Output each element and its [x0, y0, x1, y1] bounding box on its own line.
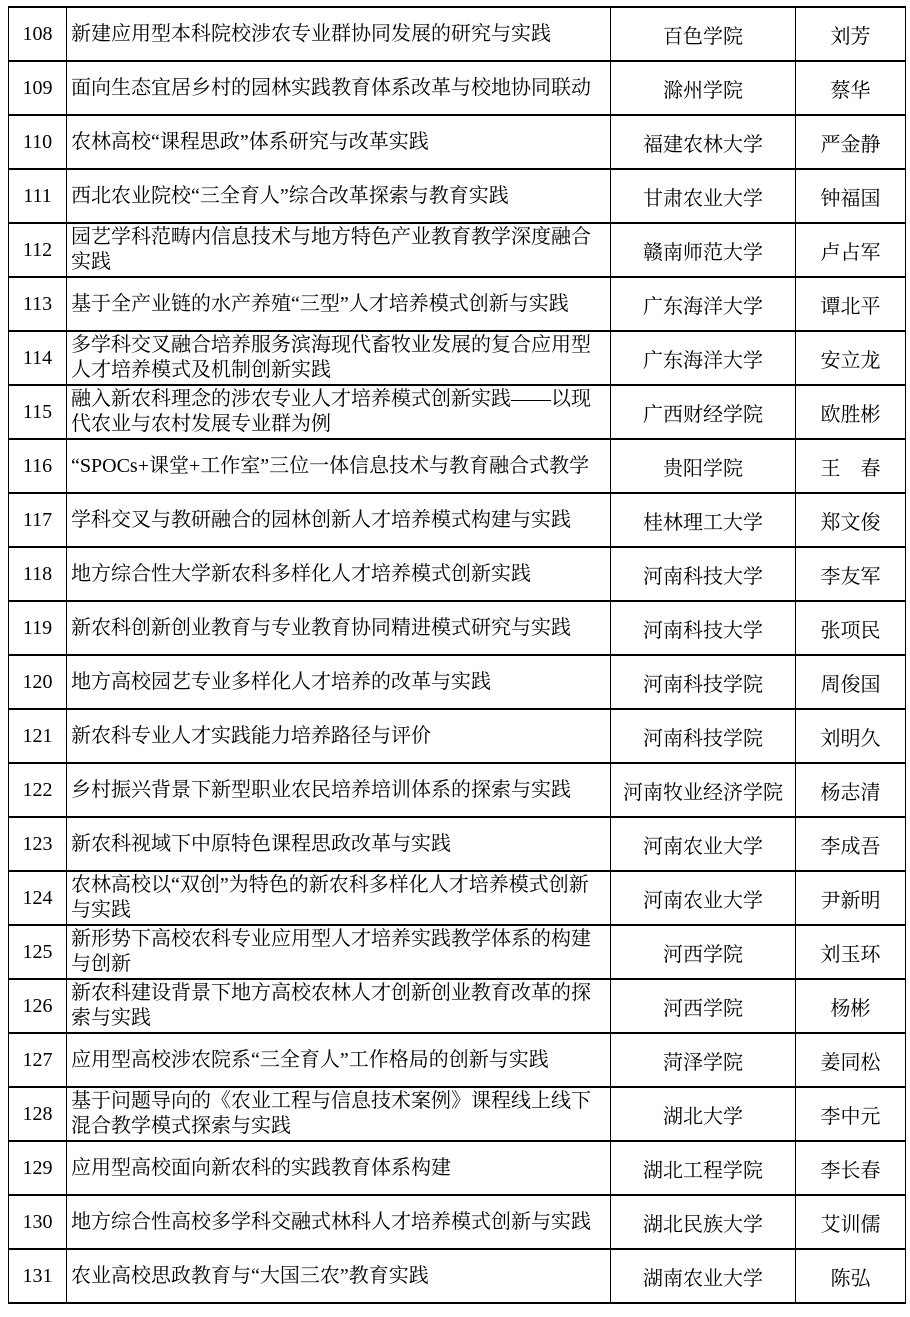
project-title: 农业高校思政教育与“大国三农”教育实践 [67, 1249, 611, 1303]
leader-name: 谭北平 [796, 277, 906, 331]
table-row [9, 115, 906, 169]
project-title: 基于全产业链的水产养殖“三型”人才培养模式创新与实践 [67, 277, 611, 331]
institution-name: 甘肃农业大学 [611, 169, 796, 223]
row-number: 118 [9, 547, 67, 601]
row-number: 121 [9, 709, 67, 763]
project-title: 农林高校“课程思政”体系研究与改革实践 [67, 115, 611, 169]
projects-table-body [9, 7, 906, 1303]
table-row [9, 1195, 906, 1249]
row-number: 120 [9, 655, 67, 709]
institution-name: 滁州学院 [611, 61, 796, 115]
institution-name: 赣南师范大学 [611, 223, 796, 277]
table-row [9, 277, 906, 331]
project-title: 应用型高校面向新农科的实践教育体系构建 [67, 1141, 611, 1195]
table-row [9, 925, 906, 979]
table-row [9, 871, 906, 925]
leader-name: 姜同松 [796, 1033, 906, 1087]
leader-name: 安立龙 [796, 331, 906, 385]
row-number: 109 [9, 61, 67, 115]
row-number: 125 [9, 925, 67, 979]
project-title: 地方高校园艺专业多样化人才培养的改革与实践 [67, 655, 611, 709]
table-row [9, 1249, 906, 1303]
table-row [9, 61, 906, 115]
institution-name: 河南农业大学 [611, 871, 796, 925]
row-number: 128 [9, 1087, 67, 1141]
leader-name: 欧胜彬 [796, 385, 906, 439]
leader-name: 陈弘 [796, 1249, 906, 1303]
project-title: 新建应用型本科院校涉农专业群协同发展的研究与实践 [67, 7, 611, 61]
row-number: 116 [9, 439, 67, 493]
projects-table-container [8, 6, 906, 1304]
institution-name: 桂林理工大学 [611, 493, 796, 547]
institution-name: 河南科技大学 [611, 547, 796, 601]
leader-name: 刘芳 [796, 7, 906, 61]
project-title: 基于问题导向的《农业工程与信息技术案例》课程线上线下混合教学模式探索与实践 [67, 1087, 611, 1141]
institution-name: 贵阳学院 [611, 439, 796, 493]
project-title: 新农科建设背景下地方高校农林人才创新创业教育改革的探索与实践 [67, 979, 611, 1033]
leader-name: 王 春 [796, 439, 906, 493]
row-number: 126 [9, 979, 67, 1033]
institution-name: 广东海洋大学 [611, 277, 796, 331]
table-row [9, 601, 906, 655]
table-row [9, 817, 906, 871]
leader-name: 杨志清 [796, 763, 906, 817]
institution-name: 河西学院 [611, 925, 796, 979]
institution-name: 湖北大学 [611, 1087, 796, 1141]
leader-name: 刘玉环 [796, 925, 906, 979]
leader-name: 李友军 [796, 547, 906, 601]
institution-name: 湖北工程学院 [611, 1141, 796, 1195]
table-row [9, 979, 906, 1033]
institution-name: 河南科技学院 [611, 709, 796, 763]
row-number: 129 [9, 1141, 67, 1195]
project-title: 面向生态宜居乡村的园林实践教育体系改革与校地协同联动 [67, 61, 611, 115]
project-title: 西北农业院校“三全育人”综合改革探索与教育实践 [67, 169, 611, 223]
table-row [9, 1087, 906, 1141]
leader-name: 钟福国 [796, 169, 906, 223]
project-title: 地方综合性高校多学科交融式林科人才培养模式创新与实践 [67, 1195, 611, 1249]
project-title: 乡村振兴背景下新型职业农民培养培训体系的探索与实践 [67, 763, 611, 817]
row-number: 123 [9, 817, 67, 871]
leader-name: 郑文俊 [796, 493, 906, 547]
row-number: 122 [9, 763, 67, 817]
leader-name: 卢占军 [796, 223, 906, 277]
leader-name: 李成吾 [796, 817, 906, 871]
table-row [9, 547, 906, 601]
projects-table [8, 6, 906, 1304]
leader-name: 杨彬 [796, 979, 906, 1033]
leader-name: 蔡华 [796, 61, 906, 115]
table-row [9, 1141, 906, 1195]
project-title: 农林高校以“双创”为特色的新农科多样化人才培养模式创新与实践 [67, 871, 611, 925]
row-number: 130 [9, 1195, 67, 1249]
table-row [9, 439, 906, 493]
leader-name: 李中元 [796, 1087, 906, 1141]
leader-name: 严金静 [796, 115, 906, 169]
row-number: 124 [9, 871, 67, 925]
row-number: 111 [9, 169, 67, 223]
row-number: 115 [9, 385, 67, 439]
project-title: 新农科创新创业教育与专业教育协同精进模式研究与实践 [67, 601, 611, 655]
row-number: 113 [9, 277, 67, 331]
row-number: 110 [9, 115, 67, 169]
row-number: 114 [9, 331, 67, 385]
institution-name: 河南科技学院 [611, 655, 796, 709]
institution-name: 河西学院 [611, 979, 796, 1033]
institution-name: 湖北民族大学 [611, 1195, 796, 1249]
table-row [9, 385, 906, 439]
table-row [9, 655, 906, 709]
leader-name: 周俊国 [796, 655, 906, 709]
project-title: 融入新农科理念的涉农专业人才培养模式创新实践——以现代农业与农村发展专业群为例 [67, 385, 611, 439]
table-row [9, 331, 906, 385]
project-title: 学科交叉与教研融合的园林创新人才培养模式构建与实践 [67, 493, 611, 547]
table-row [9, 1033, 906, 1087]
leader-name: 刘明久 [796, 709, 906, 763]
leader-name: 李长春 [796, 1141, 906, 1195]
project-title: 多学科交叉融合培养服务滨海现代畜牧业发展的复合应用型人才培养模式及机制创新实践 [67, 331, 611, 385]
project-title: “SPOCs+课堂+工作室”三位一体信息技术与教育融合式教学 [67, 439, 611, 493]
row-number: 131 [9, 1249, 67, 1303]
leader-name: 艾训儒 [796, 1195, 906, 1249]
leader-name: 张项民 [796, 601, 906, 655]
row-number: 112 [9, 223, 67, 277]
table-row [9, 709, 906, 763]
institution-name: 广东海洋大学 [611, 331, 796, 385]
institution-name: 菏泽学院 [611, 1033, 796, 1087]
institution-name: 河南农业大学 [611, 817, 796, 871]
institution-name: 河南科技大学 [611, 601, 796, 655]
project-title: 新农科视域下中原特色课程思政改革与实践 [67, 817, 611, 871]
project-title: 新形势下高校农科专业应用型人才培养实践教学体系的构建与创新 [67, 925, 611, 979]
table-row [9, 7, 906, 61]
row-number: 119 [9, 601, 67, 655]
institution-name: 百色学院 [611, 7, 796, 61]
table-row [9, 169, 906, 223]
institution-name: 福建农林大学 [611, 115, 796, 169]
table-row [9, 763, 906, 817]
project-title: 园艺学科范畴内信息技术与地方特色产业教育教学深度融合实践 [67, 223, 611, 277]
leader-name: 尹新明 [796, 871, 906, 925]
project-title: 应用型高校涉农院系“三全育人”工作格局的创新与实践 [67, 1033, 611, 1087]
institution-name: 河南牧业经济学院 [611, 763, 796, 817]
institution-name: 湖南农业大学 [611, 1249, 796, 1303]
project-title: 地方综合性大学新农科多样化人才培养模式创新实践 [67, 547, 611, 601]
row-number: 117 [9, 493, 67, 547]
project-title: 新农科专业人才实践能力培养路径与评价 [67, 709, 611, 763]
table-row [9, 493, 906, 547]
row-number: 127 [9, 1033, 67, 1087]
row-number: 108 [9, 7, 67, 61]
institution-name: 广西财经学院 [611, 385, 796, 439]
table-row [9, 223, 906, 277]
